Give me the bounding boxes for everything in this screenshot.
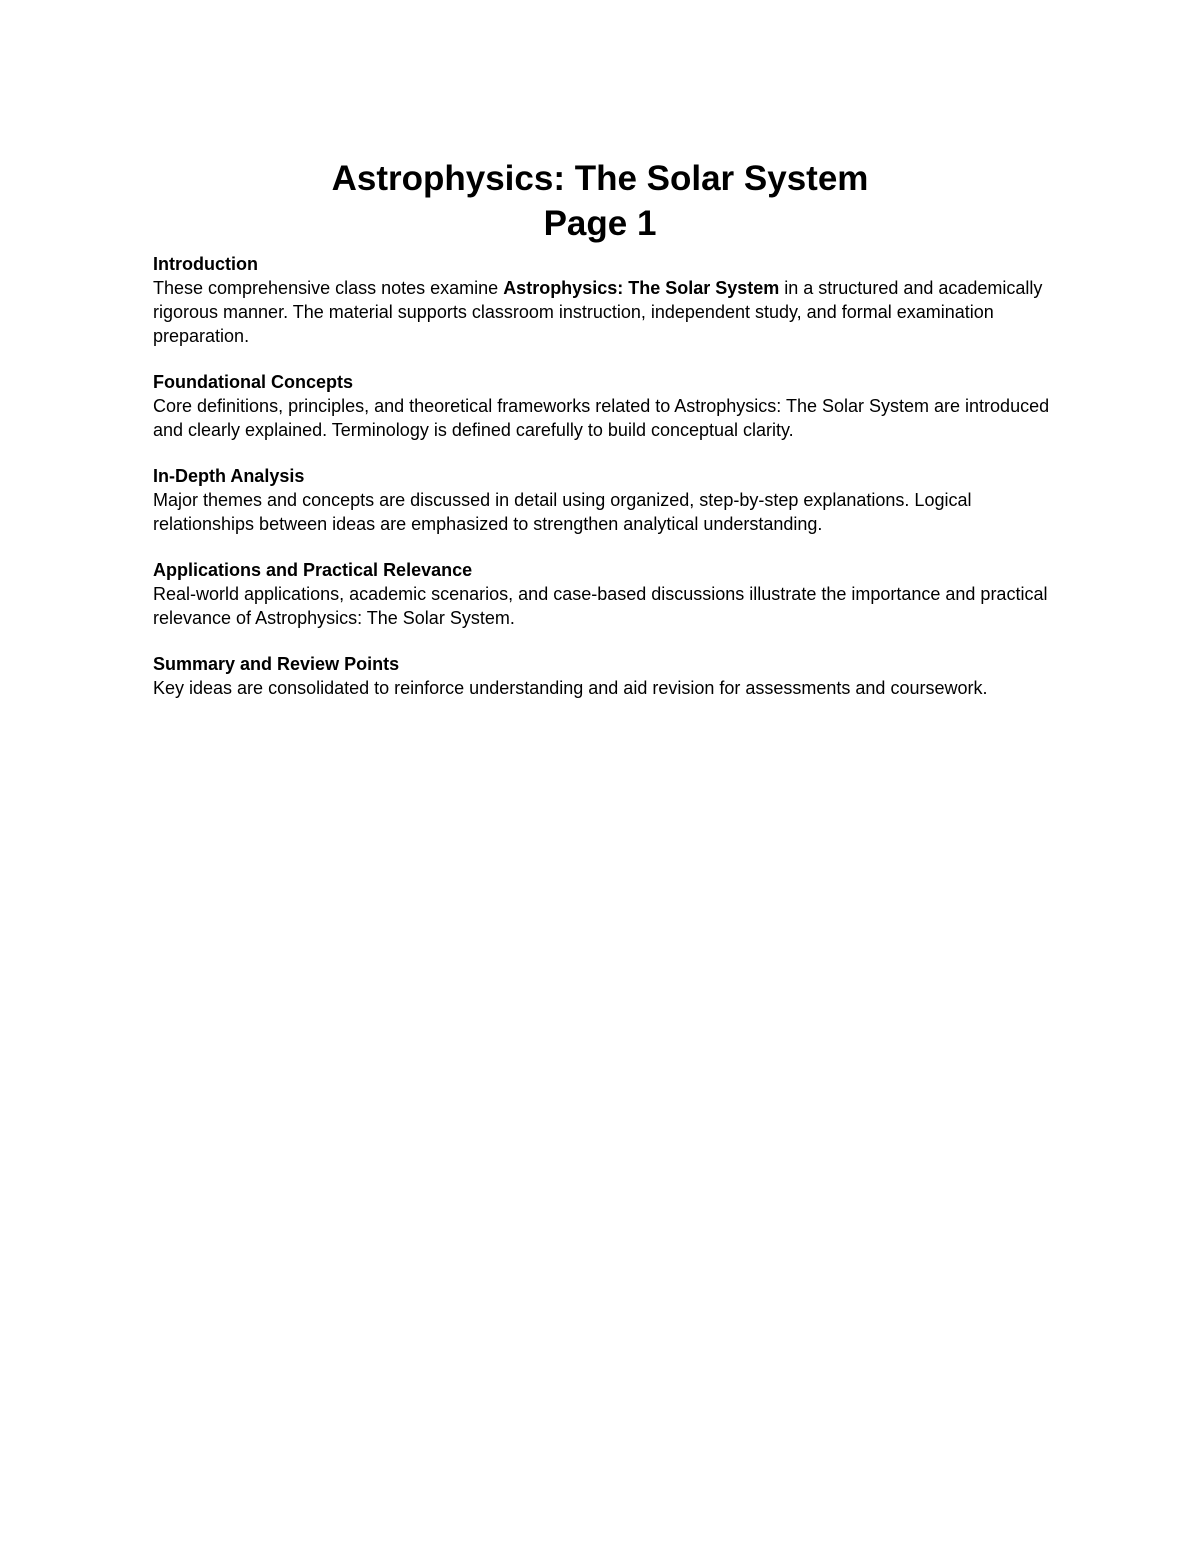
section-summary [153, 652, 1063, 700]
section-heading: Foundational Concepts [153, 372, 353, 392]
section-heading: Summary and Review Points [153, 654, 400, 674]
section-body: Real-world applications, academic scenarios, and case-based discussions illustrate the importance and practical relevance of Astrophysics: The Solar System. [153, 584, 1048, 628]
intro-text-start: These comprehensive class notes examine [153, 278, 504, 298]
document-title-block [0, 156, 1200, 246]
intro-bold-topic: Astrophysics: The Solar System [503, 278, 780, 298]
section-heading: In-Depth Analysis [153, 466, 305, 486]
section-body: Major themes and concepts are discussed in detail using organized, step-by-step explanations. Logical relationships between ideas are emphasized to strengthen analytical understanding. [153, 490, 972, 534]
section-body: Key ideas are consolidated to reinforce understanding and aid revision for assessments and coursework. [153, 678, 988, 698]
section-body: Core definitions, principles, and theoretical frameworks related to Astrophysics: The Solar System are introduced and clearly explained. Terminology is defined carefully to build conceptual clarity. [153, 396, 1050, 440]
section-heading: Applications and Practical Relevance [153, 560, 473, 580]
page-number-title: Page 1 [543, 204, 657, 243]
section-applications [153, 558, 1063, 630]
section-body [153, 276, 1063, 348]
document-title: Astrophysics: The Solar System [331, 159, 869, 198]
intro-text-end: in a structured and academically rigorous manner. The material supports classroom instruction, independent study, and formal examination preparation. [153, 278, 1043, 346]
section-heading: Introduction [153, 254, 258, 274]
section-in-depth-analysis [153, 464, 1063, 536]
section-introduction [153, 252, 1063, 348]
document-content [153, 252, 1063, 722]
section-foundational-concepts [153, 370, 1063, 442]
